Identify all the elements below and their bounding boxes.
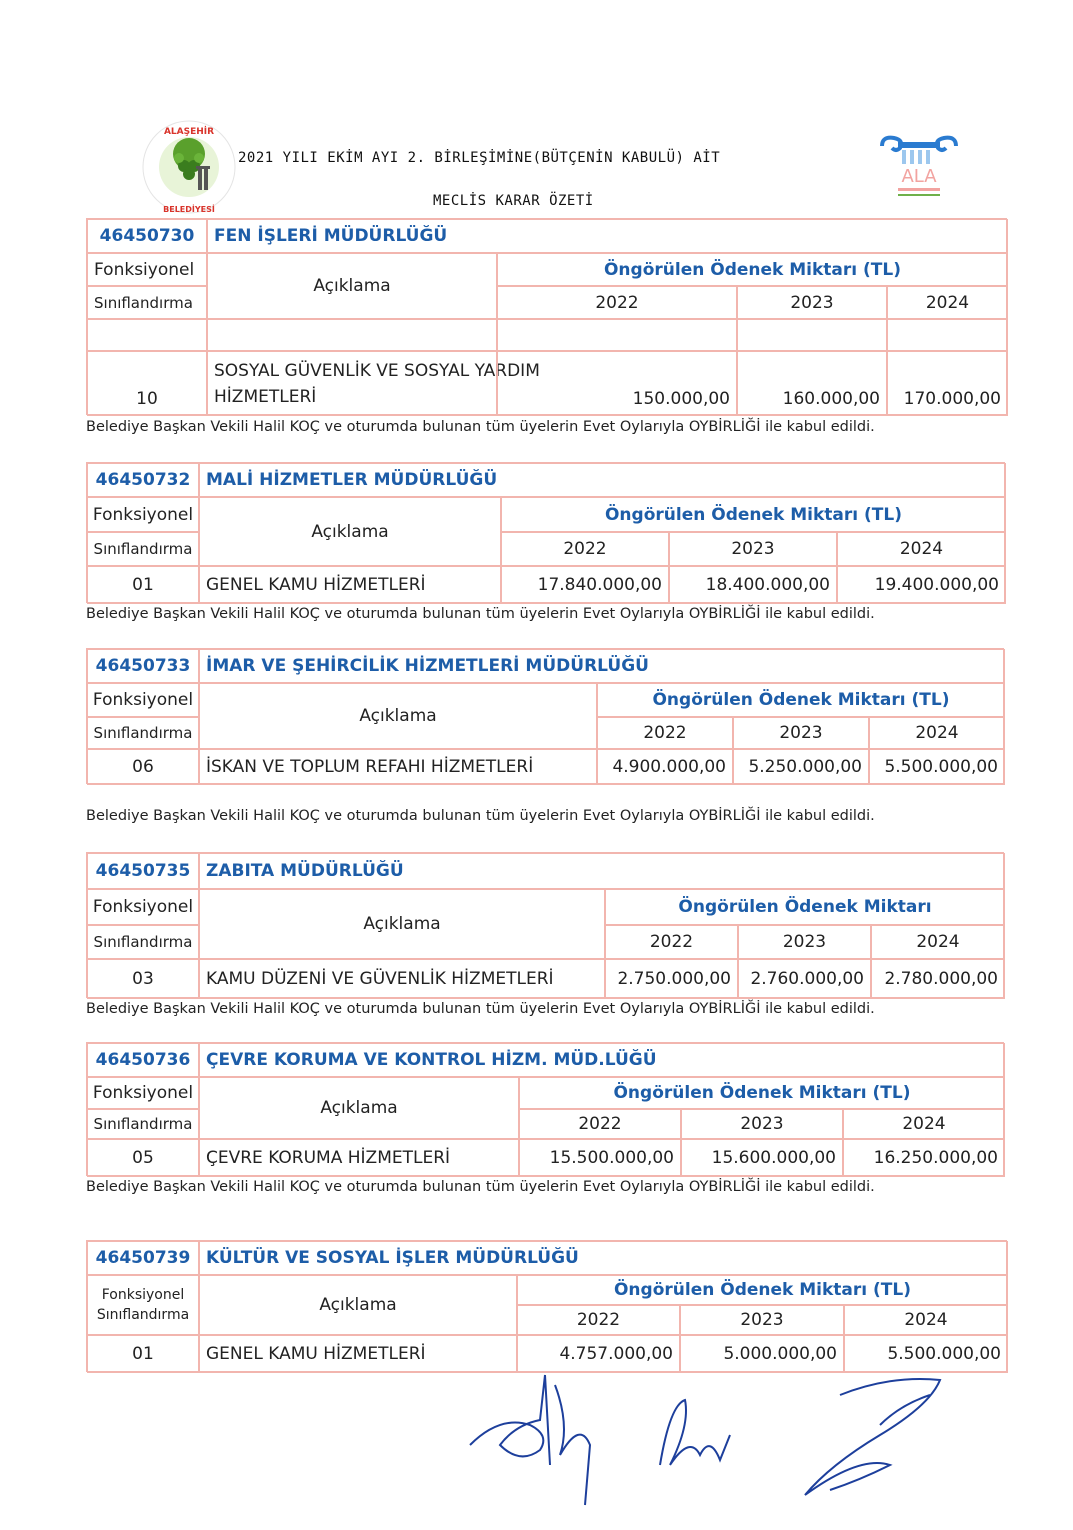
decision-note: Belediye Başkan Vekili Halil KOÇ ve oturumda bulunan tüm üyelerin Evet Oylarıyla OYBİRLİĞİ ile kabul edildi. xyxy=(86,419,875,435)
label-fonksiyonel: Fonksiyonel xyxy=(87,683,199,717)
amount-2022: 15.500.000,00 xyxy=(519,1139,681,1177)
year-2024: 2024 xyxy=(844,1305,1008,1335)
year-2022: 2022 xyxy=(519,1109,681,1139)
year-2023: 2023 xyxy=(681,1109,843,1139)
empty-cell xyxy=(87,319,207,351)
amount-2022: 2.750.000,00 xyxy=(605,959,738,999)
label-aciklama: Açıklama xyxy=(199,683,597,749)
section-imar-sehircilik xyxy=(86,648,1004,784)
signatures xyxy=(460,1365,980,1515)
section-kultur-sosyal xyxy=(86,1240,1007,1372)
signature-2 xyxy=(660,1400,730,1465)
year-2024: 2024 xyxy=(871,925,1005,959)
label-fonksiyonel: Fonksiyonel xyxy=(101,1287,185,1303)
description: GENEL KAMU HİZMETLERİ xyxy=(199,566,501,604)
municipality-seal-logo xyxy=(140,118,238,216)
label-fonksiyonel: Fonksiyonel xyxy=(87,497,199,532)
decision-note: Belediye Başkan Vekili Halil KOÇ ve oturumda bulunan tüm üyelerin Evet Oylarıyla OYBİRLİĞİ ile kabul edildi. xyxy=(86,808,875,824)
function-code: 01 xyxy=(87,1335,199,1373)
year-2022: 2022 xyxy=(497,286,737,319)
empty-cell xyxy=(737,319,887,351)
year-2023: 2023 xyxy=(669,532,837,566)
amount-2024: 5.500.000,00 xyxy=(844,1335,1008,1373)
year-2022: 2022 xyxy=(597,717,733,749)
year-2023: 2023 xyxy=(680,1305,844,1335)
section-code: 46450735 xyxy=(87,853,199,889)
label-odenek: Öngörülen Ödenek Miktarı (TL) xyxy=(519,1077,1005,1109)
department-title: ZABITA MÜDÜRLÜĞÜ xyxy=(199,853,1005,889)
label-odenek: Öngörülen Ödenek Miktarı (TL) xyxy=(497,253,1008,286)
amount-2023: 5.000.000,00 xyxy=(680,1335,844,1373)
amount-2023: 2.760.000,00 xyxy=(738,959,871,999)
header-subtitle: MECLİS KARAR ÖZETİ xyxy=(433,193,594,209)
section-fen-isleri xyxy=(86,218,1007,415)
label-fonksiyonel: Fonksiyonel xyxy=(87,1077,199,1109)
description: İSKAN VE TOPLUM REFAHI HİZMETLERİ xyxy=(199,749,597,785)
section-cevre-koruma xyxy=(86,1042,1004,1176)
amount-2024: 16.250.000,00 xyxy=(843,1139,1005,1177)
label-fonksiyonel: Fonksiyonel xyxy=(87,889,199,925)
description: ÇEVRE KORUMA HİZMETLERİ xyxy=(199,1139,519,1177)
function-code: 10 xyxy=(87,351,207,416)
empty-cell xyxy=(887,319,1008,351)
ala-festival-logo xyxy=(874,134,964,204)
section-code: 46450739 xyxy=(87,1241,199,1275)
description: KAMU DÜZENİ VE GÜVENLİK HİZMETLERİ xyxy=(199,959,605,999)
section-code: 46450733 xyxy=(87,649,199,683)
department-title: MALİ HİZMETLER MÜDÜRLÜĞÜ xyxy=(199,463,1006,497)
year-2024: 2024 xyxy=(887,286,1008,319)
decision-note: Belediye Başkan Vekili Halil KOÇ ve oturumda bulunan tüm üyelerin Evet Oylarıyla OYBİRLİĞİ ile kabul edildi. xyxy=(86,606,875,622)
function-code: 06 xyxy=(87,749,199,785)
amount-2024: 170.000,00 xyxy=(887,351,1008,416)
department-title: KÜLTÜR VE SOSYAL İŞLER MÜDÜRLÜĞÜ xyxy=(199,1241,1008,1275)
label-siniflandirma: Sınıflandırma xyxy=(87,286,207,319)
amount-2022: 4.757.000,00 xyxy=(517,1335,680,1373)
description-line-1: SOSYAL GÜVENLİK VE SOSYAL YARDIM xyxy=(214,360,540,381)
svg-text:BELEDİYESİ: BELEDİYESİ xyxy=(163,205,215,214)
year-2023: 2023 xyxy=(737,286,887,319)
year-2022: 2022 xyxy=(501,532,669,566)
label-aciklama: Açıklama xyxy=(199,1077,519,1139)
label-aciklama: Açıklama xyxy=(199,889,605,959)
year-2022: 2022 xyxy=(517,1305,680,1335)
amount-2022: 150.000,00 xyxy=(497,351,737,416)
section-code: 46450730 xyxy=(87,219,207,253)
section-code: 46450732 xyxy=(87,463,199,497)
description-line-2: HİZMETLERİ xyxy=(214,386,317,407)
section-mali-hizmetler xyxy=(86,462,1005,603)
label-odenek: Öngörülen Ödenek Miktarı (TL) xyxy=(517,1275,1008,1305)
year-2023: 2023 xyxy=(738,925,871,959)
section-code: 46450736 xyxy=(87,1043,199,1077)
label-fonksiyonel-siniflandirma xyxy=(87,1275,199,1335)
svg-text:ALAŞEHİR: ALAŞEHİR xyxy=(163,127,215,137)
department-title: FEN İŞLERİ MÜDÜRLÜĞÜ xyxy=(207,219,1008,253)
label-siniflandirma: Sınıflandırma xyxy=(87,532,199,566)
empty-cell xyxy=(497,319,737,351)
amount-2024: 2.780.000,00 xyxy=(871,959,1005,999)
label-odenek: Öngörülen Ödenek Miktarı (TL) xyxy=(501,497,1006,532)
amount-2023: 5.250.000,00 xyxy=(733,749,869,785)
label-siniflandirma: Sınıflandırma xyxy=(87,717,199,749)
amount-2024: 5.500.000,00 xyxy=(869,749,1005,785)
amount-2022: 17.840.000,00 xyxy=(501,566,669,604)
amount-2023: 160.000,00 xyxy=(737,351,887,416)
description xyxy=(207,351,540,416)
signature-3 xyxy=(805,1379,940,1495)
year-2024: 2024 xyxy=(837,532,1006,566)
label-odenek: Öngörülen Ödenek Miktarı xyxy=(605,889,1005,925)
decision-note: Belediye Başkan Vekili Halil KOÇ ve oturumda bulunan tüm üyelerin Evet Oylarıyla OYBİRLİĞİ ile kabul edildi. xyxy=(86,1179,875,1195)
label-aciklama: Açıklama xyxy=(207,253,497,319)
label-siniflandirma: Sınıflandırma xyxy=(87,1109,199,1139)
year-2024: 2024 xyxy=(869,717,1005,749)
label-siniflandirma: Sınıflandırma xyxy=(87,925,199,959)
label-fonksiyonel: Fonksiyonel xyxy=(87,253,207,286)
amount-2024: 19.400.000,00 xyxy=(837,566,1006,604)
year-2024: 2024 xyxy=(843,1109,1005,1139)
description: GENEL KAMU HİZMETLERİ xyxy=(199,1335,517,1373)
function-code: 01 xyxy=(87,566,199,604)
decision-note: Belediye Başkan Vekili Halil KOÇ ve oturumda bulunan tüm üyelerin Evet Oylarıyla OYBİRLİĞİ ile kabul edildi. xyxy=(86,1001,875,1017)
label-aciklama: Açıklama xyxy=(199,497,501,566)
department-title: ÇEVRE KORUMA VE KONTROL HİZM. MÜD.LÜĞÜ xyxy=(199,1043,1005,1077)
year-2022: 2022 xyxy=(605,925,738,959)
year-2023: 2023 xyxy=(733,717,869,749)
label-siniflandirma: Sınıflandırma xyxy=(96,1307,190,1323)
svg-text:ALA: ALA xyxy=(901,166,937,187)
header-title: 2021 YILI EKİM AYI 2. BİRLEŞİMİNE(BÜTÇENİN KABULÜ) AİT xyxy=(238,150,721,166)
label-aciklama: Açıklama xyxy=(199,1275,517,1335)
amount-2022: 4.900.000,00 xyxy=(597,749,733,785)
section-zabita xyxy=(86,852,1004,998)
function-code: 05 xyxy=(87,1139,199,1177)
empty-cell xyxy=(207,319,497,351)
label-odenek: Öngörülen Ödenek Miktarı (TL) xyxy=(597,683,1005,717)
amount-2023: 18.400.000,00 xyxy=(669,566,837,604)
signature-1 xyxy=(470,1375,590,1505)
amount-2023: 15.600.000,00 xyxy=(681,1139,843,1177)
department-title: İMAR VE ŞEHİRCİLİK HİZMETLERİ MÜDÜRLÜĞÜ xyxy=(199,649,1005,683)
function-code: 03 xyxy=(87,959,199,999)
